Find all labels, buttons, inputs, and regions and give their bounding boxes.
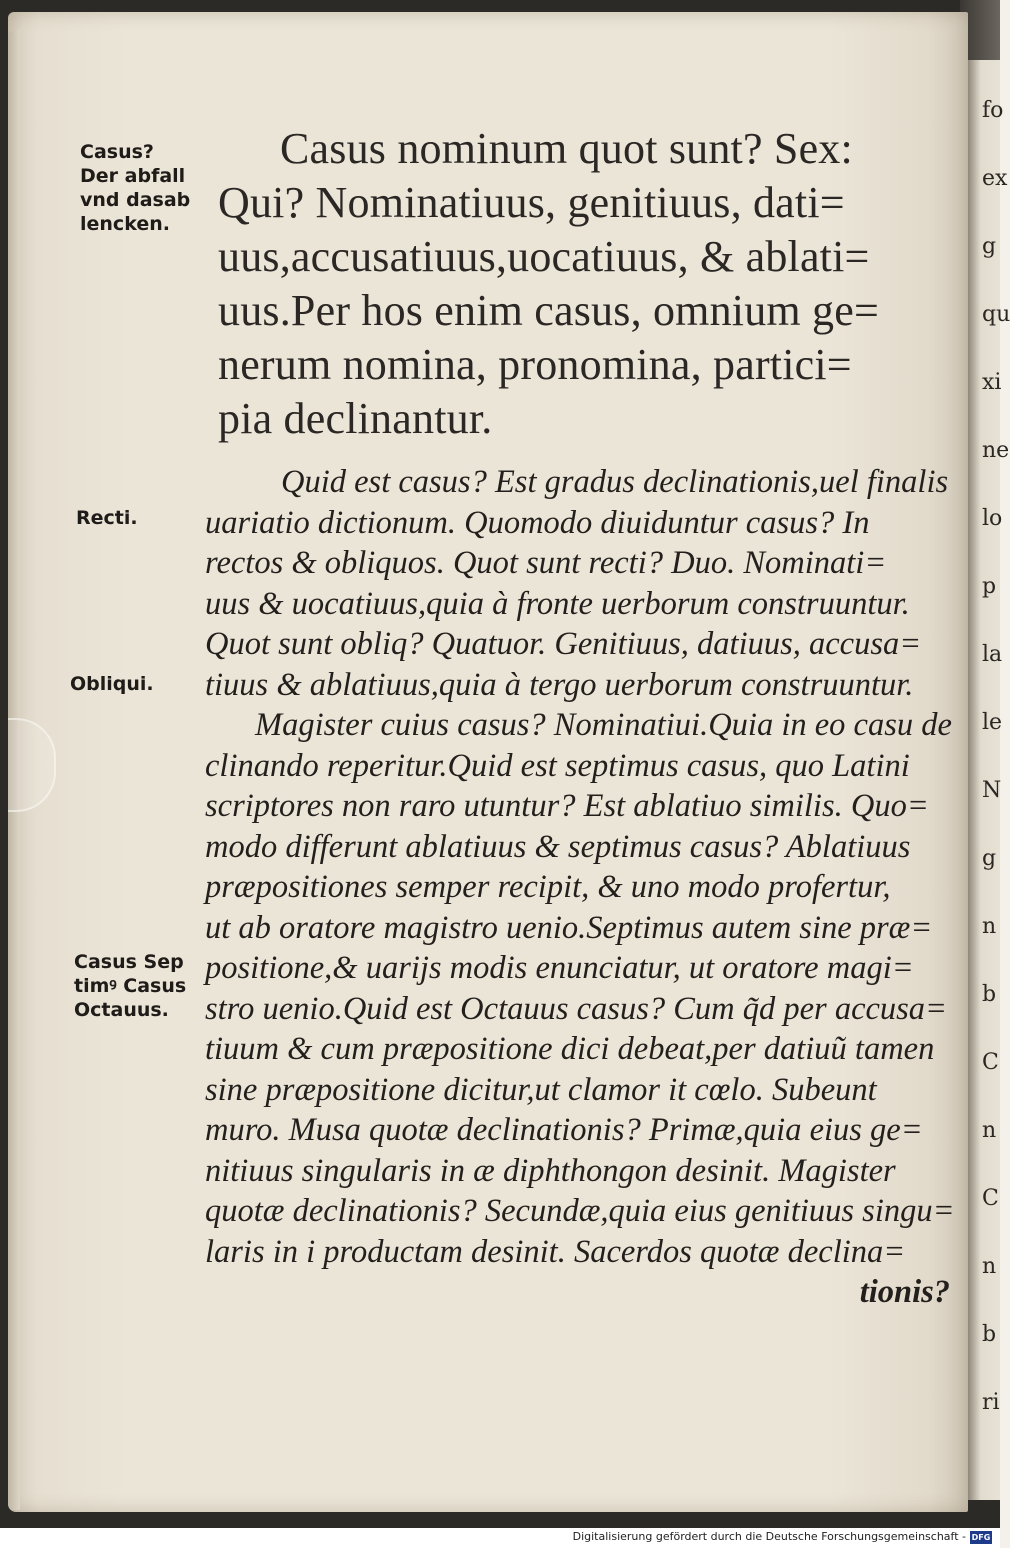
- body-line: rectos & obliquos. Quot sunt recti? Duo. Nominati=: [205, 545, 887, 581]
- facing-page-fragment: n: [982, 1254, 997, 1279]
- marginal-note-obliqui: [70, 672, 154, 696]
- marginal-line: lencken.: [80, 213, 170, 235]
- body-line: tiuum & cum præpositione dici debeat,per datiuũ tamen: [205, 1031, 935, 1067]
- marginal-line: Obliqui.: [70, 673, 154, 695]
- facing-page-fragment: le: [982, 710, 1003, 735]
- facing-page-fragment: n: [982, 914, 997, 939]
- facing-page-fragment: ri: [982, 1390, 1000, 1415]
- facing-page-fragment: xi: [982, 370, 1002, 395]
- footer-bar: [0, 1528, 1000, 1548]
- body-line: tiuus & ablatiuus,quia à tergo uerborum construuntur.: [205, 666, 914, 703]
- facing-page-fragment: b: [982, 982, 997, 1007]
- facing-page-fragment: ex: [982, 166, 1008, 191]
- body-line: præpositiones semper recipit, & uno modo profertur,: [205, 869, 891, 905]
- facing-page-fragment: g: [982, 234, 997, 259]
- footer-credit: Digitalisierung gefördert durch die Deutsche Forschungsgemeinschaft -: [572, 1530, 966, 1543]
- body-line: uus & uocatiuus,quia à fronte uerborum construuntur.: [205, 585, 910, 622]
- facing-page-fragment: qu: [982, 302, 1010, 327]
- heading-line: Casus nominum quot sunt? Sex:: [280, 124, 853, 173]
- body-line: uariatio dictionum. Quomodo diuiduntur casus? In: [205, 504, 870, 541]
- dfg-logo: DFG: [971, 1533, 991, 1542]
- facing-page-edge: [968, 60, 1010, 1500]
- facing-page-fragment: p: [982, 574, 997, 599]
- facing-page-fragment: g: [982, 846, 997, 871]
- facing-page-fragment: C: [982, 1050, 999, 1075]
- marginal-line: Casus?: [80, 141, 154, 163]
- body-line: tionis?: [859, 1274, 950, 1310]
- body-line: ut ab oratore magistro uenio.Septimus autem sine præ=: [205, 909, 933, 946]
- body-line: nitiuus singularis in æ diphthongon desinit. Magister: [205, 1152, 896, 1189]
- body-line: Quid est casus? Est gradus declinationis,uel finalis: [281, 464, 949, 500]
- body-line: clinando reperitur.Quid est septimus casus, quo Latini: [205, 747, 910, 784]
- heading-paragraph: [208, 122, 953, 446]
- marginal-line: vnd dasab: [80, 189, 191, 211]
- marginal-note-recti: [76, 506, 138, 530]
- marginal-note-casus-septimus: [74, 950, 186, 1022]
- heading-line: nerum nomina, pronomina, partici=: [218, 340, 852, 389]
- marginal-line: Der abfall: [80, 165, 186, 187]
- marginal-line: Recti.: [76, 507, 138, 529]
- body-line: scriptores non raro utuntur? Est ablatiuo similis. Quo=: [205, 788, 929, 824]
- marginal-line: timꝰ Casus: [74, 975, 187, 997]
- marginal-note-casus: [80, 140, 190, 236]
- facing-page-fragment: b: [982, 1322, 997, 1347]
- body-line: laris in i productam desinit. Sacerdos quotæ declina=: [205, 1233, 906, 1270]
- body-line: Quot sunt obliq? Quatuor. Genitiuus, datiuus, accusa=: [205, 626, 922, 662]
- heading-line: uus,accusatiuus,uocatiuus, & ablati=: [218, 232, 870, 281]
- body-line: muro. Musa quotæ declinationis? Primæ,quia eius ge=: [205, 1112, 923, 1148]
- body-line: Magister cuius casus? Nominatiui.Quia in eo casu de: [255, 707, 952, 743]
- marginal-line: Octauus.: [74, 999, 169, 1021]
- facing-page-fragment: N: [982, 778, 1002, 803]
- body-line: modo differunt ablatiuus & septimus casus? Ablatiuus: [205, 828, 911, 865]
- heading-line: Qui? Nominatiuus, genitiuus, dati=: [218, 178, 845, 227]
- body-paragraph: [205, 462, 955, 1313]
- heading-line: uus.Per hos enim casus, omnium ge=: [218, 286, 879, 335]
- facing-page-fragment: n: [982, 1118, 997, 1143]
- marginal-line: Casus Sep: [74, 951, 184, 973]
- facing-page-fragment: C: [982, 1186, 999, 1211]
- body-line: sine præpositione dicitur,ut clamor it cœlo. Subeunt: [205, 1071, 877, 1108]
- facing-page-fragment: lo: [982, 506, 1003, 531]
- body-line: positione,& uarijs modis enunciatur, ut oratore magi=: [205, 950, 914, 986]
- heading-line: pia declinantur.: [218, 394, 493, 443]
- page-clip: [8, 718, 56, 812]
- facing-page-fragment: la: [982, 642, 1003, 667]
- facing-page-fragment: ne: [982, 438, 1010, 463]
- body-line: stro uenio.Quid est Octauus casus? Cum q̃d per accusa=: [205, 990, 947, 1027]
- facing-page-fragment: fo: [982, 98, 1004, 123]
- body-line: quotæ declinationis? Secundæ,quia eius genitiuus singu=: [205, 1193, 955, 1229]
